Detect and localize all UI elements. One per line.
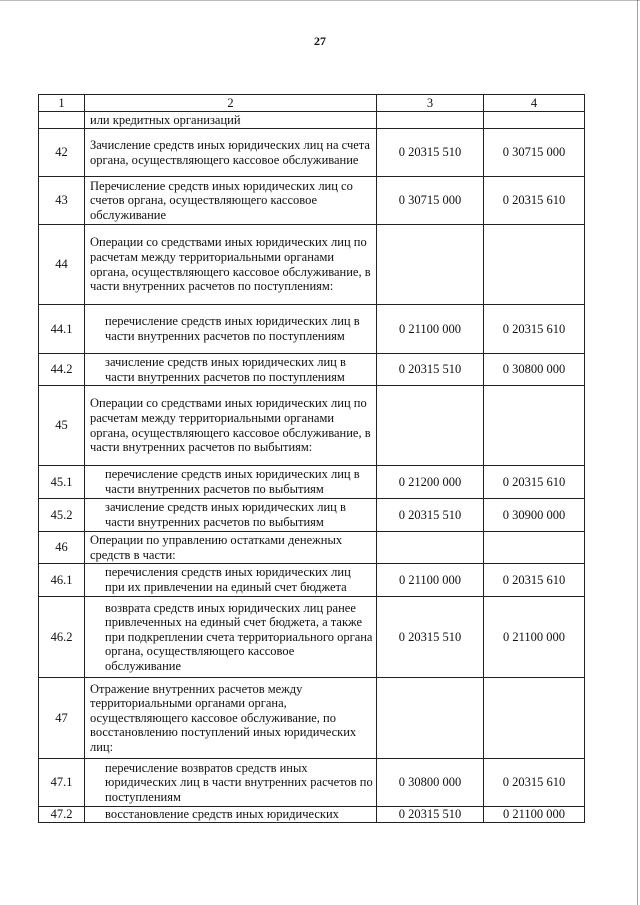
- table-row: [39, 225, 585, 305]
- row-number: 46.2: [39, 597, 85, 678]
- table-row: [39, 597, 585, 678]
- row-number: 46.1: [39, 564, 85, 597]
- table-row: [39, 112, 585, 129]
- row-description: возврата средств иных юридических лиц ранее привлеченных на единый счет бюджета, а также при подкреплении счета территориального органа органа, осуществляющего кассовое обслуживание: [85, 597, 377, 678]
- row-number: 45.2: [39, 499, 85, 532]
- row-description: Операции со средствами иных юридических лиц по расчетам между территориальными органами органа, осуществляющего кассовое обслуживание, в части внутренних расчетов по поступлениям:: [85, 225, 377, 305]
- page-number: 27: [314, 34, 326, 48]
- accounts-table: [38, 94, 585, 823]
- table-row: [39, 759, 585, 807]
- header-col-4: 4: [484, 95, 585, 112]
- row-credit-account: 0 30715 000: [484, 129, 585, 177]
- table-row: [39, 678, 585, 759]
- scan-top-edge: [0, 0, 640, 1]
- row-description: Операции по управлению остатками денежных средств в части:: [85, 532, 377, 564]
- row-number: [39, 112, 85, 129]
- row-description: восстановление средств иных юридических: [85, 807, 377, 823]
- table-row: [39, 564, 585, 597]
- row-number: 43: [39, 177, 85, 225]
- row-credit-account: [484, 225, 585, 305]
- row-number: 44.2: [39, 354, 85, 386]
- row-credit-account: 0 20315 610: [484, 177, 585, 225]
- row-debit-account: 0 20315 510: [377, 499, 484, 532]
- row-description: Зачисление средств иных юридических лиц на счета органа, осуществляющего кассовое обслуживание: [85, 129, 377, 177]
- row-credit-account: 0 30800 000: [484, 354, 585, 386]
- header-col-2: 2: [85, 95, 377, 112]
- table-row: [39, 129, 585, 177]
- row-credit-account: [484, 386, 585, 466]
- row-debit-account: 0 21100 000: [377, 305, 484, 354]
- row-credit-account: [484, 112, 585, 129]
- table-row: [39, 305, 585, 354]
- table-row: [39, 354, 585, 386]
- row-credit-account: 0 20315 610: [484, 564, 585, 597]
- row-number: 44.1: [39, 305, 85, 354]
- row-number: 46: [39, 532, 85, 564]
- table-row: [39, 386, 585, 466]
- row-description: или кредитных организаций: [85, 112, 377, 129]
- row-description: Отражение внутренних расчетов между территориальными органами органа, осуществляющего кассовое обслуживание, по восстановлению поступлений иных юридических лиц:: [85, 678, 377, 759]
- row-description: зачисление средств иных юридических лиц в части внутренних расчетов по выбытиям: [85, 499, 377, 532]
- row-debit-account: 0 20315 510: [377, 597, 484, 678]
- header-col-3: 3: [377, 95, 484, 112]
- row-number: 47.2: [39, 807, 85, 823]
- table-row: [39, 466, 585, 499]
- row-debit-account: [377, 386, 484, 466]
- row-description: Операции со средствами иных юридических лиц по расчетам между территориальными органами органа, осуществляющего кассовое обслуживание, в части внутренних расчетов по выбытиям:: [85, 386, 377, 466]
- table-row: [39, 499, 585, 532]
- table-row: [39, 177, 585, 225]
- table-body: [39, 112, 585, 823]
- row-description: Перечисление средств иных юридических лиц со счетов органа, осуществляющего кассовое обслуживание: [85, 177, 377, 225]
- row-debit-account: 0 20315 510: [377, 129, 484, 177]
- row-debit-account: [377, 112, 484, 129]
- scan-right-edge: [637, 0, 638, 905]
- row-number: 45.1: [39, 466, 85, 499]
- row-debit-account: 0 30800 000: [377, 759, 484, 807]
- row-debit-account: [377, 532, 484, 564]
- table-row: [39, 532, 585, 564]
- row-number: 47: [39, 678, 85, 759]
- row-number: 44: [39, 225, 85, 305]
- table-header-row: [39, 95, 585, 112]
- row-number: 42: [39, 129, 85, 177]
- row-credit-account: 0 20315 610: [484, 466, 585, 499]
- row-description: перечисление возвратов средств иных юридических лиц в части внутренних расчетов по поступлениям: [85, 759, 377, 807]
- row-debit-account: 0 20315 510: [377, 807, 484, 823]
- header-col-1: 1: [39, 95, 85, 112]
- row-credit-account: [484, 678, 585, 759]
- row-number: 45: [39, 386, 85, 466]
- row-debit-account: [377, 678, 484, 759]
- row-debit-account: 0 30715 000: [377, 177, 484, 225]
- row-debit-account: 0 20315 510: [377, 354, 484, 386]
- row-debit-account: [377, 225, 484, 305]
- row-credit-account: 0 21100 000: [484, 597, 585, 678]
- row-description: перечисления средств иных юридических лиц при их привлечении на единый счет бюджета: [85, 564, 377, 597]
- row-debit-account: 0 21200 000: [377, 466, 484, 499]
- row-debit-account: 0 21100 000: [377, 564, 484, 597]
- row-credit-account: [484, 532, 585, 564]
- row-number: 47.1: [39, 759, 85, 807]
- row-credit-account: 0 30900 000: [484, 499, 585, 532]
- table-row: [39, 807, 585, 823]
- row-description: зачисление средств иных юридических лиц в части внутренних расчетов по поступлениям: [85, 354, 377, 386]
- row-credit-account: 0 20315 610: [484, 305, 585, 354]
- row-description: перечисление средств иных юридических лиц в части внутренних расчетов по выбытиям: [85, 466, 377, 499]
- row-credit-account: 0 20315 610: [484, 759, 585, 807]
- row-credit-account: 0 21100 000: [484, 807, 585, 823]
- row-description: перечисление средств иных юридических лиц в части внутренних расчетов по поступлениям: [85, 305, 377, 354]
